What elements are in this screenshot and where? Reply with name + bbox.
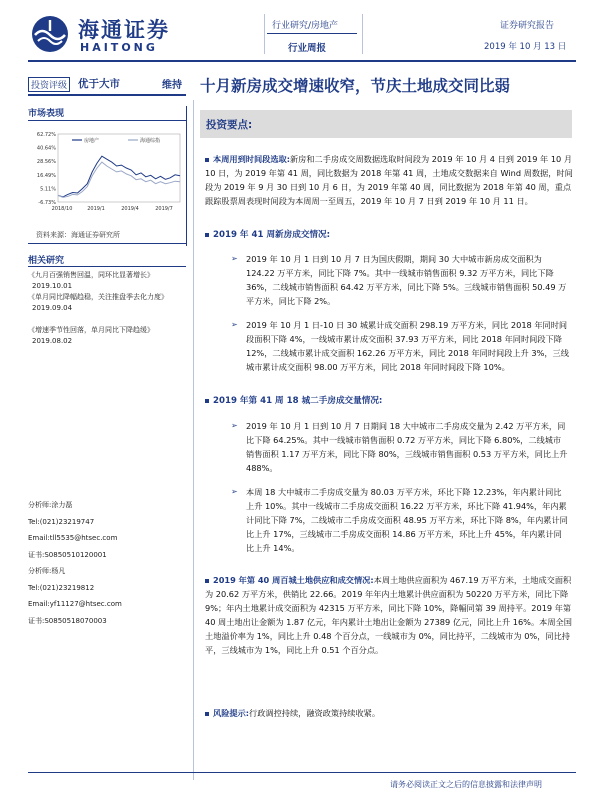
rating-status: 维持 [162,80,182,91]
x-tick-label: 2019/4 [121,206,139,212]
second-hand-heading-text: 2019 年第 41 周 18 城二手房成交量情况: [213,396,383,406]
new-house-heading-text: 2019 年 41 周新房成交情况: [213,230,331,240]
footer-disclaimer: 请务必阅读正文之后的信息披露和法律声明 [390,780,542,789]
analyst-name: 分析师:杨凡 [28,567,66,575]
related-item-title[interactable]: 《单月同比降幅趋稳，关注推盘季去化力度》 [28,293,168,301]
arrow-bullet-icon: ➢ [231,254,238,263]
arrow-bullet-icon: ➢ [231,320,238,329]
risk-text: 行政调控持续，融资政策持续收紧。 [249,708,381,718]
chart-source: 资料来源：海通证券研究所 [36,231,120,239]
risk-label: 风险提示: [213,708,250,718]
related-heading: 相关研究 [28,256,65,266]
analyst-email[interactable]: Email:tll5535@htsec.com [28,534,118,542]
legend-label: 房地产 [84,138,100,144]
chart-series-line [58,156,180,197]
bullet-icon [205,579,209,583]
rating-box [28,74,186,92]
related-item-title[interactable]: 《增速季节性回落，单月同比下降趋缓》 [28,326,154,334]
y-tick-label: 62.72% [36,132,56,138]
legend-label: 海通综指 [140,138,161,144]
x-tick-label: 2019/7 [155,206,173,212]
report-date: 2019 年 10 月 13 日 [484,42,567,52]
logo-cn-text: 海通证券 [78,17,170,42]
bullet-icon [205,712,209,716]
arrow-bullet-icon: ➢ [231,487,238,496]
analyst-block [28,497,186,629]
report-title: 十月新房成交增速收窄，节庆土地成交同比弱 [200,77,511,95]
arrow-bullet-icon: ➢ [231,421,238,430]
chart-series-line [58,162,180,197]
rating-value: 优于大市 [78,78,120,90]
y-tick-label: 28.56% [36,159,56,166]
analyst-cert: 证书:S0850510120001 [28,550,107,559]
risk-paragraph [205,706,575,720]
market-heading: 市场表现 [28,109,65,119]
x-tick-label: 2019/1 [87,206,105,212]
land-text: 本周土地供应面积为 467.19 万平方米，土地成交面积为 20.62 万平方米，供销比 22.66。2019 年年内土地累计供应面积为 50220 万平方米，同比下降 9%；年内土地累计成交面积为 42315 万平方米，同比下降 10%，降幅同第 39 周持平。2019 年第 40 周土地出让金额为 1.87 亿元，年内累计土地出让金额为 27389 亿元，同比上升 16%。本周全国土地溢价率为 1%，同比上升 0.48 个百分点，一线城市为 0%，同比持平，二线城市为 0%，同比持平，三线城市为 1%，同比上升 0.51 个百分点。 [205,575,572,655]
second-hand-heading [205,394,382,406]
land-label: 2019 年第 40 周百城土地供应和成交情况: [213,575,374,585]
land-paragraph [205,573,575,657]
y-tick-label: 40.64% [36,145,56,152]
header-report-type: 行业周报 [288,43,327,54]
bullet-icon [205,399,209,403]
intro-label: 本周用到时间段选取: [213,154,290,164]
related-item-date: 2019.10.01 [32,282,73,290]
summary-heading-bar [200,110,572,138]
logo [30,14,70,54]
second-hand-p1: 2019 年 10 月 1 日到 10 月 7 日期间 18 大中城市二手房成交量为 2.42 万平方米，同比下降 64.25%。其中一线城市销售面积 0.72 万平方米，同比下降 6.80%，二线城市销售面积 1.17 万平方米，同比下降 80%，三线城市销售面积 0.53 万平方米，同比上升 488%。 [246,421,568,473]
y-tick-label: 16.49% [36,172,56,179]
bullet-icon [205,233,209,237]
intro-paragraph [205,152,575,208]
summary-heading: 投资要点: [206,119,253,131]
new-house-p1: 2019 年 10 月 1 日到 10 月 7 日为国庆假期，期间 30 大中城市新房成交面积为 124.22 万平方米，同比下降 7%。其中一线城市销售面积 9.32 万平方米，同比下降 36%，二线城市销售面积 64.42 万平方米，同比下降 5%。三线城市销售面积 50.49 万平方米，同比下降 2%。 [246,254,567,306]
analyst-cert: 证书:S0850518070003 [28,616,107,625]
rating-label: 投资评级 [28,77,70,92]
analyst-email[interactable]: Email:yf11127@htsec.com [28,600,122,608]
related-item-date: 2019.09.04 [32,304,73,312]
related-item[interactable] [28,325,186,347]
analyst-tel: Tel:(021)23219747 [28,517,95,526]
related-item[interactable] [28,292,186,314]
new-house-heading [205,228,330,240]
new-house-p2: 2019 年 10 月 1 日-10 日 30 城累计成交面积 298.19 万平方米，同比 2018 年同时间段面积下降 4%，一线城市累计成交面积 37.93 万平方米，同比 2018 年同时间段下降 12%，二线城市累计成交面积 162.26 万平方米，同比 2018 年同时间段上升 3%，三线城市累计成交面积 98.00 万平方米，同比 2018 年同时间段下降 10%。 [246,320,569,372]
related-item[interactable] [28,270,186,292]
second-hand-p2: 本周 18 大中城市二手房成交量为 80.03 万平方米，环比下降 12.23%，年内累计同比上升 10%。其中一线城市二手房成交面积 16.22 万平方米，环比下降 41.94%，年内累计同比下降 7%，二线城市二手房成交面积 48.95 万平方米，环比下降 8%，年内累计同比上升 17%，三线城市二手房成交面积 14.86 万平方米，环比上升 45%，年内累计同比上升 14%。 [246,487,568,553]
bullet-icon [205,158,209,162]
analyst-tel: Tel:(021)23219812 [28,583,95,592]
report-series: 证券研究报告 [500,21,555,31]
related-item-date: 2019.08.02 [32,337,73,345]
analyst-name: 分析师:涂力磊 [28,501,73,509]
haitong-emblem-icon [30,14,70,54]
market-performance-chart [28,128,188,220]
x-tick-label: 2018/10 [51,206,73,212]
logo-en-text: HAITONG [80,41,158,54]
chart-plot-area [58,134,180,202]
related-item-title[interactable]: 《九月百强销售回温，同环比显著增长》 [28,271,154,279]
y-tick-label: 5.11% [40,186,56,193]
y-tick-label: -6.73% [38,200,56,206]
header-category: 行业研究/房地产 [272,21,339,31]
intro-text: 新房和二手房成交周数据选取时间段为 2019 年 10 月 4 日到 2019 年 10 月 10 日，为 2019 年第 41 周，同比数据为 2018 年第 41 周，土地成交数据来自 Wind 周数据，时间段为 2019 年 9 月 30 日到 10 月 6 日，为 2019 年第 40 周，同比数据为 2018 年第 40 周，重点跟踪股票周表现时间段为本周周一至周五，2019 年 10 月 7 日到 2019 年 10 月 11 日。 [205,154,573,206]
